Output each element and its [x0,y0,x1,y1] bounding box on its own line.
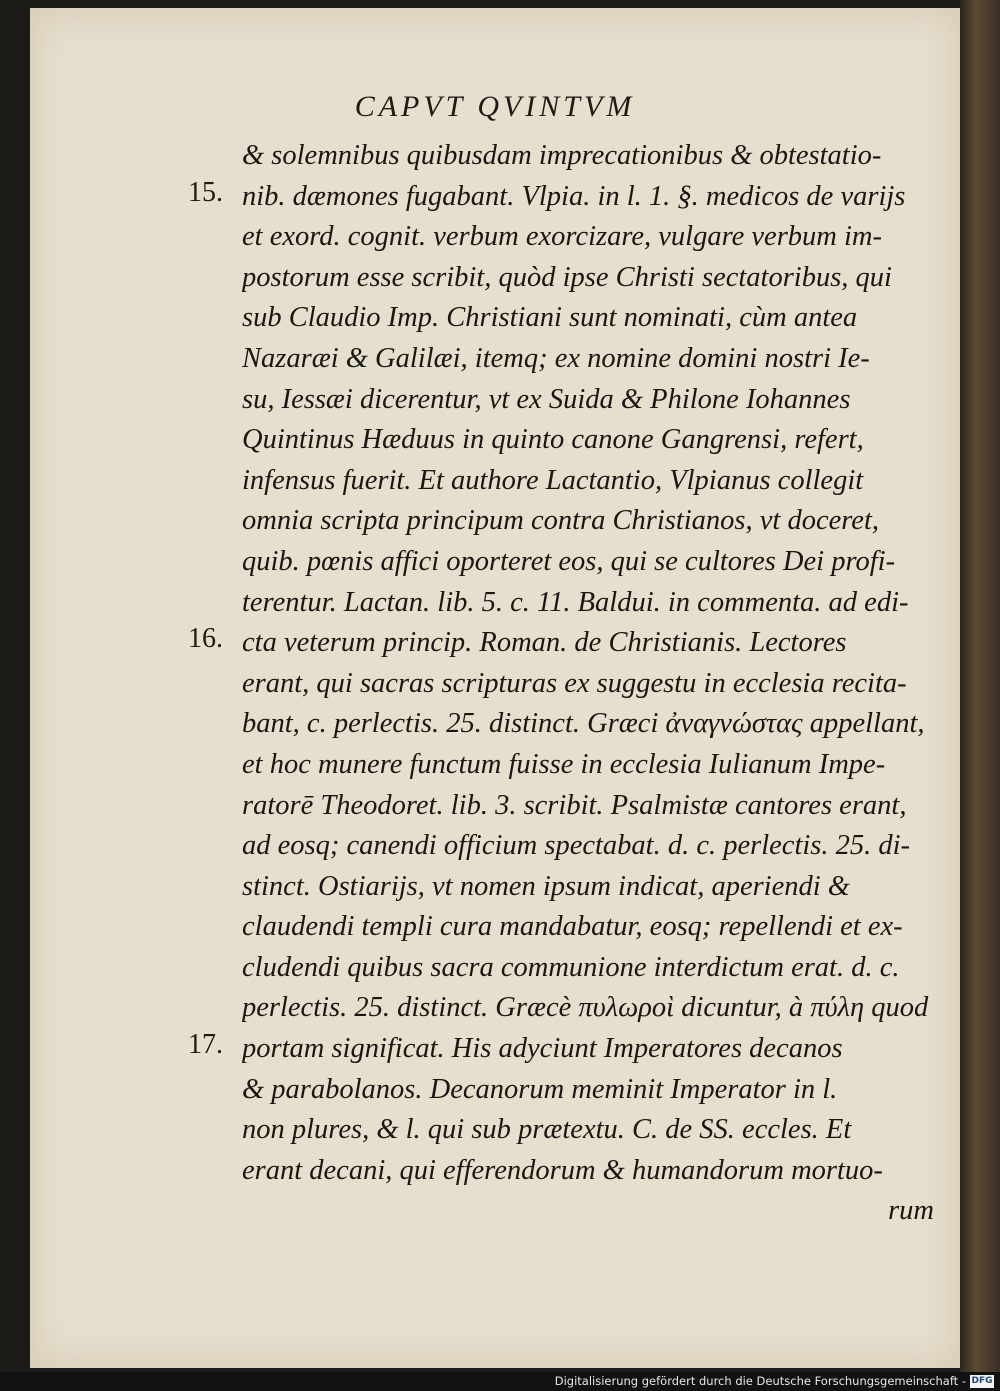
line-text: & parabolanos. Decanorum meminit Imperator in l. [242,1073,838,1105]
text-line [30,745,960,786]
line-text: non plures, & l. qui sub prætextu. C. de SS. eccles. Et [242,1114,852,1146]
text-line [30,583,960,624]
line-text: nib. dæmones fugabant. Vlpia. in l. 1. §. medicos de varijs [242,180,906,212]
line-text: terentur. Lactan. lib. 5. c. 11. Baldui. in commenta. ad edi- [242,586,909,618]
line-text: rum [888,1195,934,1227]
line-text: perlectis. 25. distinct. Græcè πυλωροὶ dicuntur, à πύλη quod [242,992,929,1024]
text-line [30,623,960,664]
book-spine [960,0,1000,1391]
text-line [30,704,960,745]
margin-number: 17. [188,1029,223,1061]
text-line [30,826,960,867]
text-line [30,988,960,1029]
line-text: et exord. cognit. verbum exorcizare, vulgare verbum im- [242,221,882,253]
text-line [30,298,960,339]
running-head: CAPVT QVINTVM [354,90,636,123]
text-line [30,867,960,908]
text-line [30,786,960,827]
text-line [30,501,960,542]
text-line [30,1151,960,1192]
line-text: & solemnibus quibusdam imprecationibus & obtestatio- [242,140,882,171]
dfg-logo: DFG [971,1376,993,1386]
text-line [30,339,960,380]
text-line [30,664,960,705]
line-text: omnia scripta principum contra Christianos, vt doceret, [242,505,879,537]
margin-number: 16. [188,623,223,655]
text-line [30,461,960,502]
line-text: infensus fuerit. Et authore Lactantio, Vlpianus collegit [242,464,864,496]
line-text: cta veterum princip. Roman. de Christianis. Lectores [242,627,847,659]
text-line [30,1029,960,1070]
text-line [30,380,960,421]
text-line [30,177,960,218]
line-text: Nazaræi & Galilæi, itemq; ex nomine domini nostri Ie- [242,342,870,374]
line-text: bant, c. perlectis. 25. distinct. Græci ἀναγνώστας appellant, [242,708,925,740]
line-text: postorum esse scribit, quòd ipse Christi sectatoribus, qui [242,261,892,293]
document-page [30,8,960,1368]
line-text: portam significat. His adyciunt Imperatores decanos [242,1033,843,1065]
line-text: quib. pœnis affici oporteret eos, qui se cultores Dei profi- [242,545,896,577]
margin-number: 15. [188,176,223,208]
text-block [30,136,960,1232]
line-text: ad eosq; canendi officium spectabat. d. c. perlectis. 25. di- [242,830,911,862]
line-text: ratorē Theodoret. lib. 3. scribit. Psalmistæ cantores erant, [242,789,907,821]
text-line [30,1070,960,1111]
text-line [30,217,960,258]
line-text: erant decani, qui efferendorum & humandorum mortuo- [242,1154,883,1186]
line-text: su, Iessæi dicerentur, vt ex Suida & Philone Iohannes [242,383,851,415]
text-line [30,907,960,948]
text-line [30,542,960,583]
line-text: stinct. Ostiarijs, vt nomen ipsum indicat, aperiendi & [242,870,850,902]
footer-bar [0,1372,1000,1391]
text-line [30,136,960,177]
line-text: claudendi templi cura mandabatur, eosq; repellendi et ex- [242,911,903,943]
line-text: et hoc munere functum fuisse in ecclesia Iulianum Impe- [242,748,886,780]
text-line [30,420,960,461]
text-line [30,1191,960,1232]
text-line [30,948,960,989]
line-text: sub Claudio Imp. Christiani sunt nominati, cùm antea [242,302,858,334]
text-line [30,1110,960,1151]
line-text: Quintinus Hæduus in quinto canone Gangrensi, refert, [242,424,864,456]
line-text: erant, qui sacras scripturas ex suggestu in ecclesia recita- [242,667,907,699]
text-line [30,258,960,299]
line-text: cludendi quibus sacra communione interdictum erat. d. c. [242,951,900,983]
footer-credit: Digitalisierung gefördert durch die Deutsche Forschungsgemeinschaft - [554,1374,966,1388]
